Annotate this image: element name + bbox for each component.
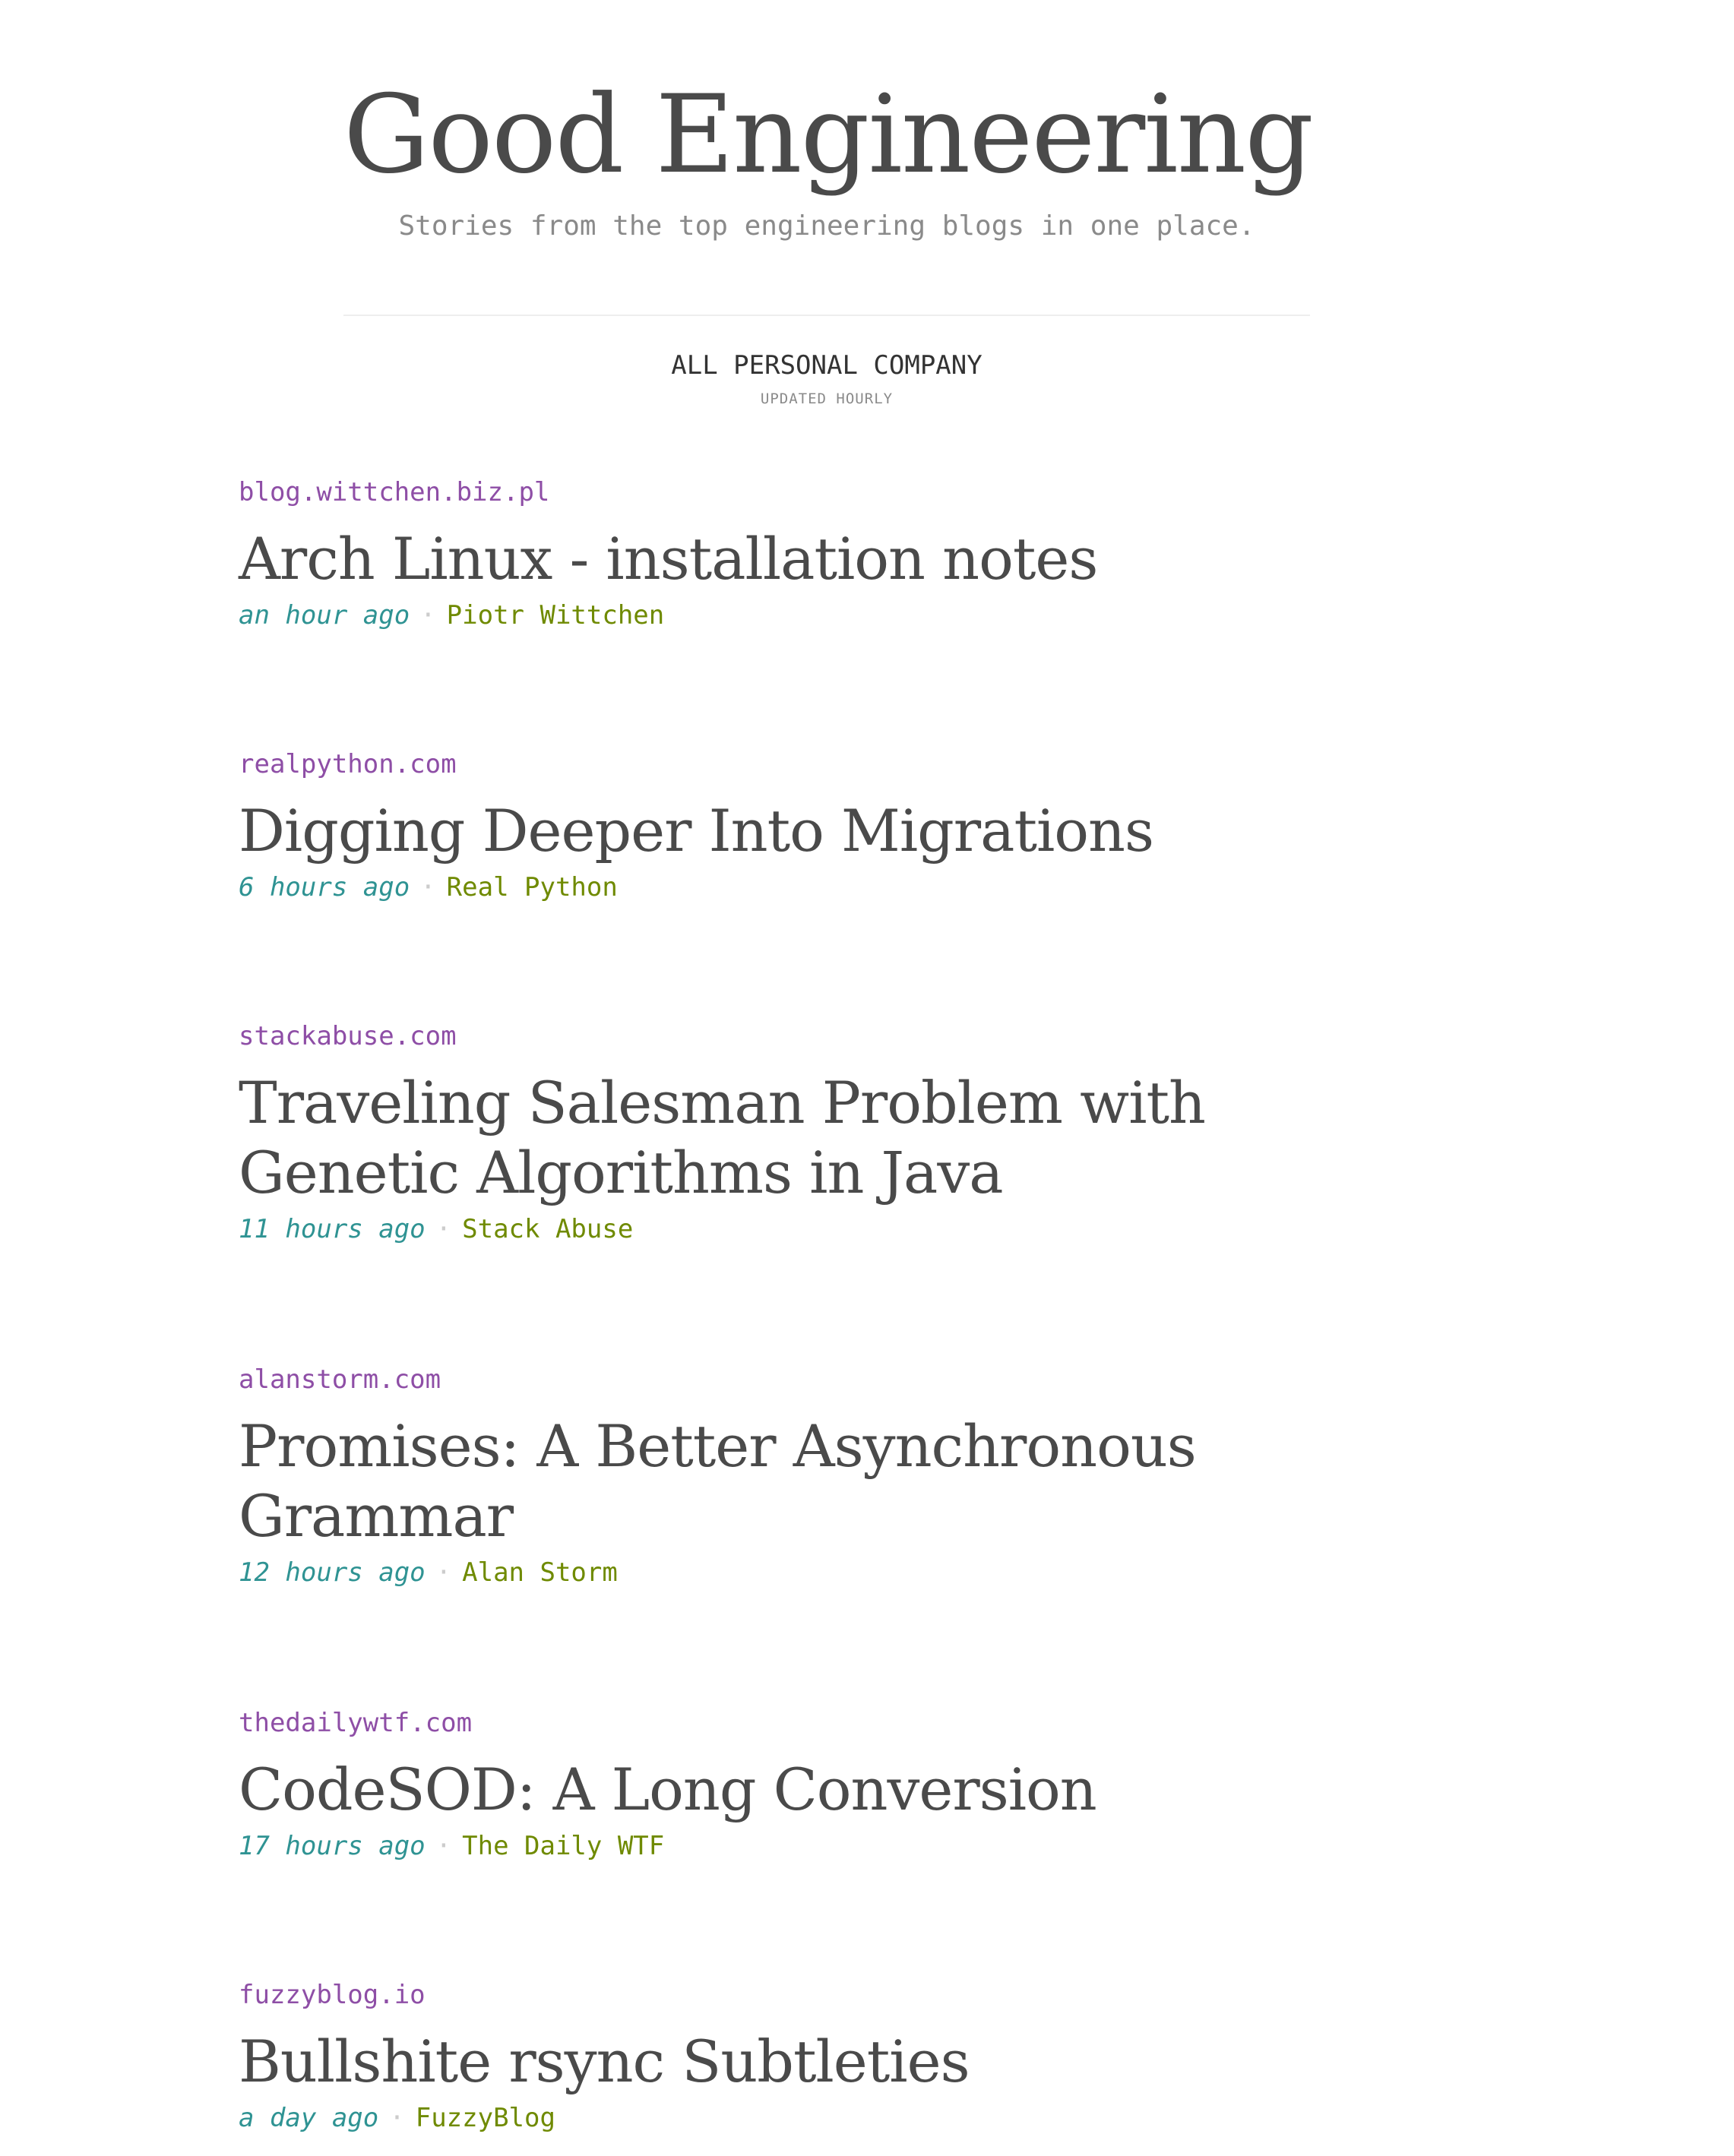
filter-nav: [343, 348, 1310, 409]
story-title-link[interactable]: Arch Linux - installation notes: [239, 525, 1098, 593]
meta-separator: ·: [435, 1831, 452, 1861]
story-item: [239, 1706, 1302, 1864]
story-title-link[interactable]: CodeSOD: A Long Conversion: [239, 1756, 1096, 1823]
meta-separator: ·: [420, 872, 436, 903]
story-time: 12 hours ago: [239, 1557, 426, 1588]
story-author[interactable]: Piotr Wittchen: [446, 600, 665, 631]
header-divider: [343, 315, 1310, 316]
filter-company-link[interactable]: COMPANY: [873, 350, 982, 381]
story-meta: [239, 1211, 1302, 1247]
story-domain[interactable]: fuzzyblog.io: [239, 1980, 426, 2010]
update-frequency-label: UPDATED HOURLY: [760, 390, 894, 407]
story-time: an hour ago: [239, 600, 410, 631]
story-domain[interactable]: stackabuse.com: [239, 1021, 457, 1051]
story-title-link[interactable]: Digging Deeper Into Migrations: [239, 797, 1153, 865]
story-item: [239, 476, 1302, 634]
site-title[interactable]: Good Engineering: [343, 72, 1313, 198]
filter-links: [343, 348, 1310, 383]
story-title-link[interactable]: Traveling Salesman Problem with Genetic Algorithms in Java: [239, 1069, 1205, 1206]
story-title-link[interactable]: Promises: A Better Asynchronous Grammar: [239, 1412, 1196, 1550]
meta-separator: ·: [420, 600, 436, 631]
meta-separator: ·: [389, 2103, 405, 2133]
filter-personal-link[interactable]: PERSONAL: [733, 350, 858, 381]
meta-separator: ·: [435, 1557, 452, 1588]
story-author[interactable]: Real Python: [446, 872, 618, 903]
story-author[interactable]: The Daily WTF: [462, 1831, 665, 1861]
story-domain[interactable]: blog.wittchen.biz.pl: [239, 477, 550, 507]
story-time: 11 hours ago: [239, 1214, 426, 1244]
filter-all-link[interactable]: ALL: [671, 350, 718, 381]
story-author[interactable]: Stack Abuse: [462, 1214, 634, 1244]
story-meta: [239, 1828, 1302, 1864]
story-meta: [239, 869, 1302, 906]
story-meta: [239, 1554, 1302, 1591]
story-meta: [239, 597, 1302, 634]
story-meta: [239, 2100, 1302, 2136]
story-time: a day ago: [239, 2103, 379, 2133]
story-domain[interactable]: realpython.com: [239, 749, 457, 779]
story-item: [239, 748, 1302, 906]
story-item: [239, 1020, 1302, 1247]
story-author[interactable]: Alan Storm: [462, 1557, 618, 1588]
masthead: [343, 0, 1313, 245]
story-time: 6 hours ago: [239, 872, 410, 903]
story-domain[interactable]: alanstorm.com: [239, 1364, 441, 1395]
story-title-link[interactable]: Bullshite rsync Subtleties: [239, 2028, 970, 2095]
story-item: [239, 1363, 1302, 1591]
story-item: [239, 1978, 1302, 2136]
meta-separator: ·: [435, 1214, 452, 1244]
site-tagline: Stories from the top engineering blogs in one place.: [398, 210, 1255, 242]
story-time: 17 hours ago: [239, 1831, 426, 1861]
story-domain[interactable]: thedailywtf.com: [239, 1708, 473, 1738]
story-author[interactable]: FuzzyBlog: [415, 2103, 555, 2133]
